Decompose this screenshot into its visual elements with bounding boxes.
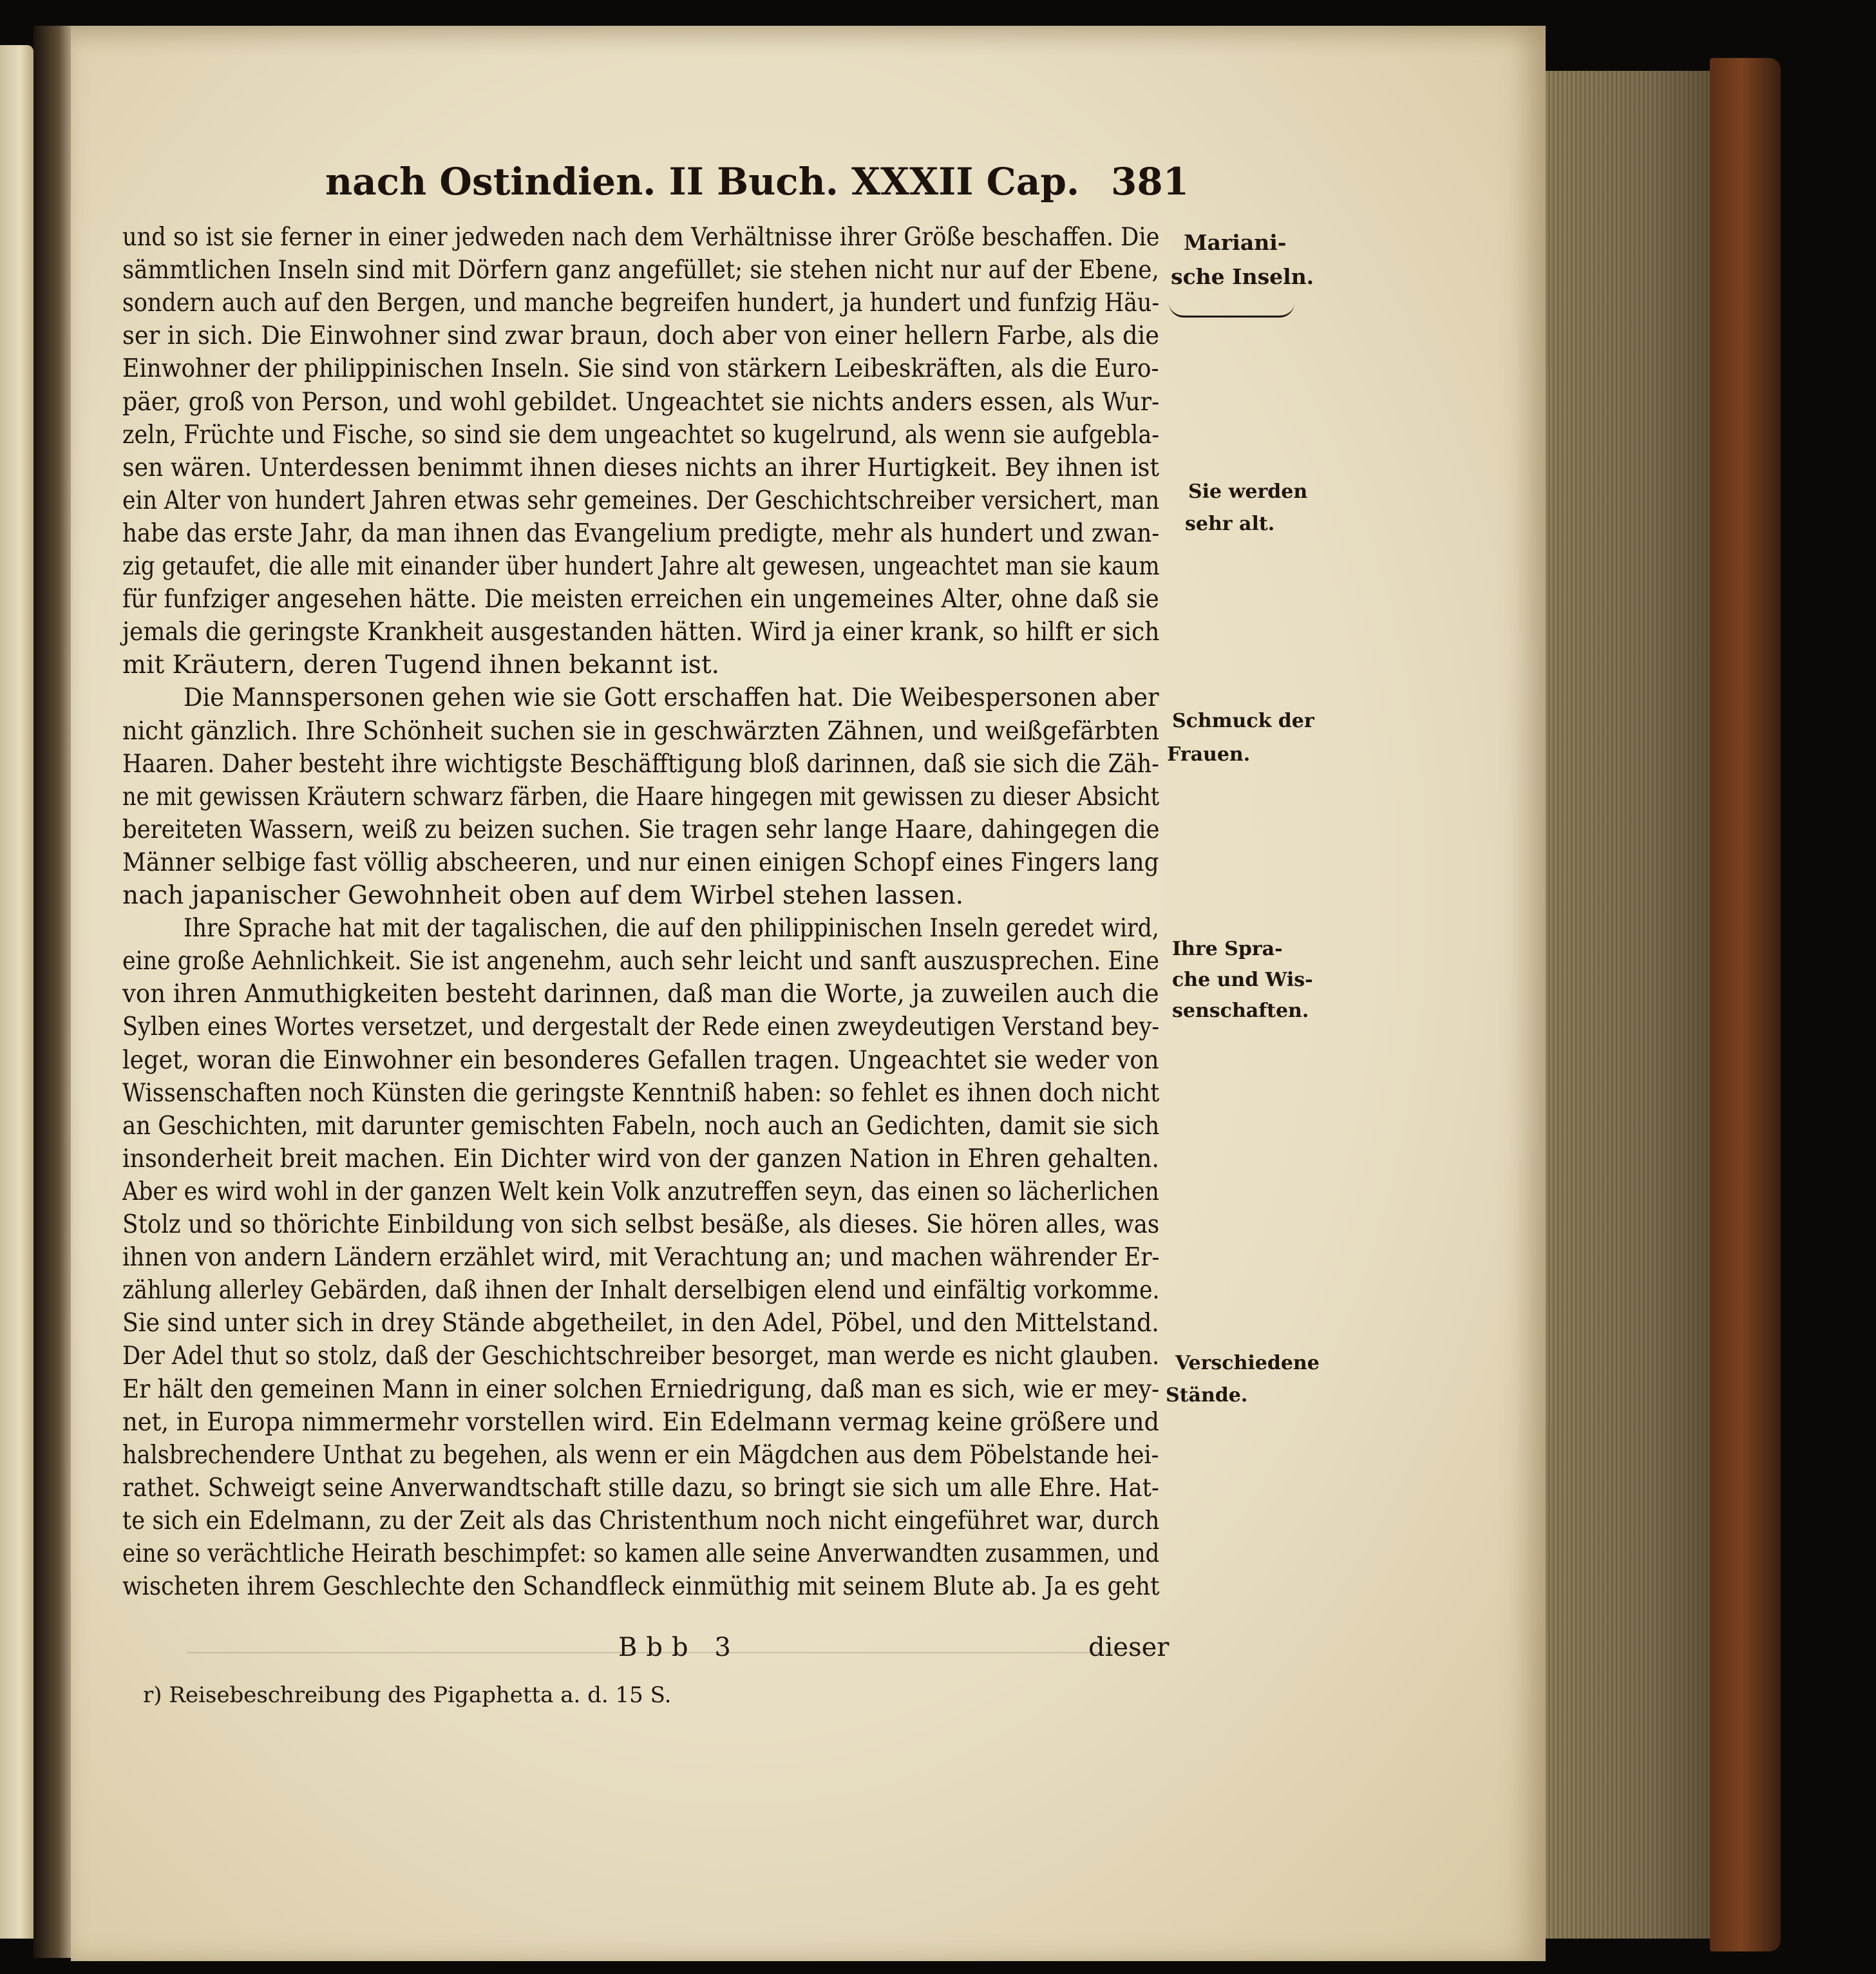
- margin-note-schmuck-1: Schmuck der: [1172, 710, 1314, 732]
- text-line: sondern auch auf den Bergen, und manche begreifen hundert, ja hundert und funfzig Häu-: [122, 289, 1160, 318]
- text-line: insonderheit breit machen. Ein Dichter wird von der ganzen Nation in Ehren gehalten.: [122, 1144, 1159, 1173]
- margin-note-sprache-1: Ihre Spra-: [1172, 938, 1283, 960]
- text-line: Männer selbige fast völlig abscheeren, und nur einen einigen Schopf eines Fingers lang: [122, 848, 1159, 877]
- text-line: zählung allerley Gebärden, daß ihnen der Inhalt derselbigen elend und einfältig vorkomme.: [122, 1276, 1160, 1305]
- text-line: rathet. Schweigt seine Anverwandtschaft stille dazu, so bringt sie sich um alle Ehre. Hat-: [122, 1474, 1159, 1503]
- text-line: jemals die geringste Krankheit ausgestanden hätten. Wird ja einer krank, so hilft er sich: [122, 618, 1160, 647]
- text-line: sen wären. Unterdessen benimmt ihnen dieses nichts an ihrer Hurtigkeit. Bey ihnen ist: [122, 453, 1159, 482]
- text-line: bereiteten Wassern, weiß zu beizen suchen. Sie tragen sehr lange Haare, dahingegen die: [122, 815, 1160, 844]
- previous-page-marks: [3, 45, 9, 1939]
- text-line: ein Alter von hundert Jahren etwas sehr gemeines. Der Geschichtschreiber versichert, man: [122, 486, 1160, 515]
- margin-note-marianische-inseln-1: Mariani-: [1184, 230, 1287, 255]
- text-line: Die Mannspersonen gehen wie sie Gott erschaffen hat. Die Weibespersonen aber: [184, 683, 1159, 712]
- text-line: Haaren. Daher besteht ihre wichtigste Beschäfftigung bloß darinnen, daß sie sich die Zäh-: [122, 750, 1159, 779]
- book-cover-edge: [1710, 58, 1781, 1951]
- text-line: Er hält den gemeinen Mann in einer solchen Erniedrigung, daß man es sich, wie er mey-: [122, 1375, 1160, 1404]
- text-line: und so ist sie ferner in einer jedweden nach dem Verhältnisse ihrer Größe beschaffen. Die: [122, 223, 1160, 252]
- text-line: an Geschichten, mit darunter gemischten Fabeln, noch auch an Gedichten, damit sie sich: [122, 1112, 1160, 1141]
- margin-note-staende-2: Stände.: [1166, 1384, 1248, 1407]
- text-line: mit Kräutern, deren Tugend ihnen bekannt ist.: [122, 650, 720, 679]
- text-line: nicht gänzlich. Ihre Schönheit suchen sie in geschwärzten Zähnen, und weißgefärbten: [122, 717, 1159, 746]
- signature-mark: Bbb 3: [618, 1633, 740, 1662]
- text-line: ser in sich. Die Einwohner sind zwar braun, doch aber von einer hellern Farbe, als die: [122, 321, 1160, 350]
- text-line: Stolz und so thörichte Einbildung von sich selbst besäße, als dieses. Sie hören alles, was: [122, 1210, 1160, 1239]
- text-line: leget, woran die Einwohner ein besonderes Gefallen tragen. Ungeachtet sie weder von: [122, 1046, 1159, 1075]
- running-head: nach Ostindien. II Buch. XXXII Cap.: [325, 160, 1080, 204]
- margin-note-sprache-2: che und Wis-: [1172, 969, 1313, 991]
- text-line: Wissenschaften noch Künsten die geringste Kenntniß haben: so fehlet es ihnen doch nicht: [122, 1079, 1160, 1108]
- text-line: te sich ein Edelmann, zu der Zeit als das Christenthum noch nicht eingeführet war, durch: [122, 1506, 1160, 1535]
- margin-note-marianische-inseln-2: sche Inseln.: [1171, 264, 1314, 289]
- text-line: nach japanischer Gewohnheit oben auf dem Wirbel stehen lassen.: [122, 881, 963, 910]
- text-line: habe das erste Jahr, da man ihnen das Evangelium predigte, mehr als hundert und zwan-: [122, 519, 1160, 548]
- margin-note-staende-1: Verschiedene: [1175, 1352, 1320, 1374]
- text-line: Sie sind unter sich in drey Stände abgetheilet, in den Adel, Pöbel, und den Mittelstand.: [122, 1309, 1159, 1338]
- text-line: Einwohner der philippinischen Inseln. Sie sind von stärkern Leibeskräften, als die Euro-: [122, 354, 1159, 383]
- text-line: für funfziger angesehen hätte. Die meisten erreichen ein ungemeines Alter, ohne daß sie: [122, 585, 1159, 614]
- text-line: päer, groß von Person, und wohl gebildet. Ungeachtet sie nichts anders essen, als Wur-: [122, 388, 1160, 417]
- text-line: von ihren Anmuthigkeiten besteht darinnen, daß man die Worte, ja zuweilen auch die: [122, 980, 1159, 1009]
- margin-note-alter-2: sehr alt.: [1185, 513, 1275, 535]
- text-line: wischeten ihrem Geschlechte den Schandfleck einmüthig mit seinem Blute ab. Ja es geht: [122, 1572, 1160, 1601]
- text-line: halsbrechendere Unthat zu begehen, als wenn er ein Mägdchen aus dem Pöbelstande hei-: [122, 1441, 1159, 1470]
- margin-note-schmuck-2: Frauen.: [1167, 743, 1251, 766]
- catchword: dieser: [1088, 1633, 1170, 1662]
- text-line: Aber es wird wohl in der ganzen Welt kein Volk anzutreffen seyn, das einen so lächerlichen: [122, 1177, 1159, 1206]
- text-line: Ihre Sprache hat mit der tagalischen, die auf den philippinischen Inseln geredet wird,: [184, 914, 1159, 943]
- text-line: Sylben eines Wortes versetzet, und dergestalt der Rede einen zweydeutigen Verstand bey-: [122, 1012, 1160, 1041]
- text-line: eine so verächtliche Heirath beschimpfet: so kamen alle seine Anverwandten zusammen, und: [122, 1539, 1160, 1568]
- page-number: 381: [1111, 160, 1189, 204]
- text-line: zeln, Früchte und Fische, so sind sie dem ungeachtet so kugelrund, als wenn sie aufgebla-: [122, 421, 1160, 450]
- text-line: Der Adel thut so stolz, daß der Geschichtschreiber besorget, man werde es nicht glauben.: [122, 1342, 1160, 1371]
- margin-note-alter-1: Sie werden: [1188, 480, 1308, 503]
- text-line: zig getaufet, die alle mit einander über hundert Jahre alt gewesen, ungeachtet man sie kaum: [122, 552, 1160, 581]
- margin-note-brace: [1169, 303, 1294, 318]
- previous-page-edge: [0, 45, 33, 1939]
- text-line: ihnen von andern Ländern erzählet wird, mit Verachtung an; und machen währender Er-: [122, 1243, 1160, 1272]
- footnote: r) Reisebeschreibung des Pigaphetta a. d. 15 S.: [143, 1682, 672, 1708]
- text-line: eine große Aehnlichkeit. Sie ist angenehm, auch sehr leicht und sanft auszusprechen. Eine: [122, 947, 1159, 976]
- text-line: ne mit gewissen Kräutern schwarz färben, die Haare hingegen mit gewissen zu dieser Absicht: [122, 783, 1160, 811]
- page-stack-fore-edge: [1539, 71, 1723, 1939]
- text-line: net, in Europa nimmermehr vorstellen wird. Ein Edelmann vermag keine größere und: [122, 1408, 1160, 1437]
- text-line: sämmtlichen Inseln sind mit Dörfern ganz angefüllet; sie stehen nicht nur auf der Ebene,: [122, 256, 1159, 285]
- margin-note-sprache-3: senschaften.: [1172, 1000, 1309, 1022]
